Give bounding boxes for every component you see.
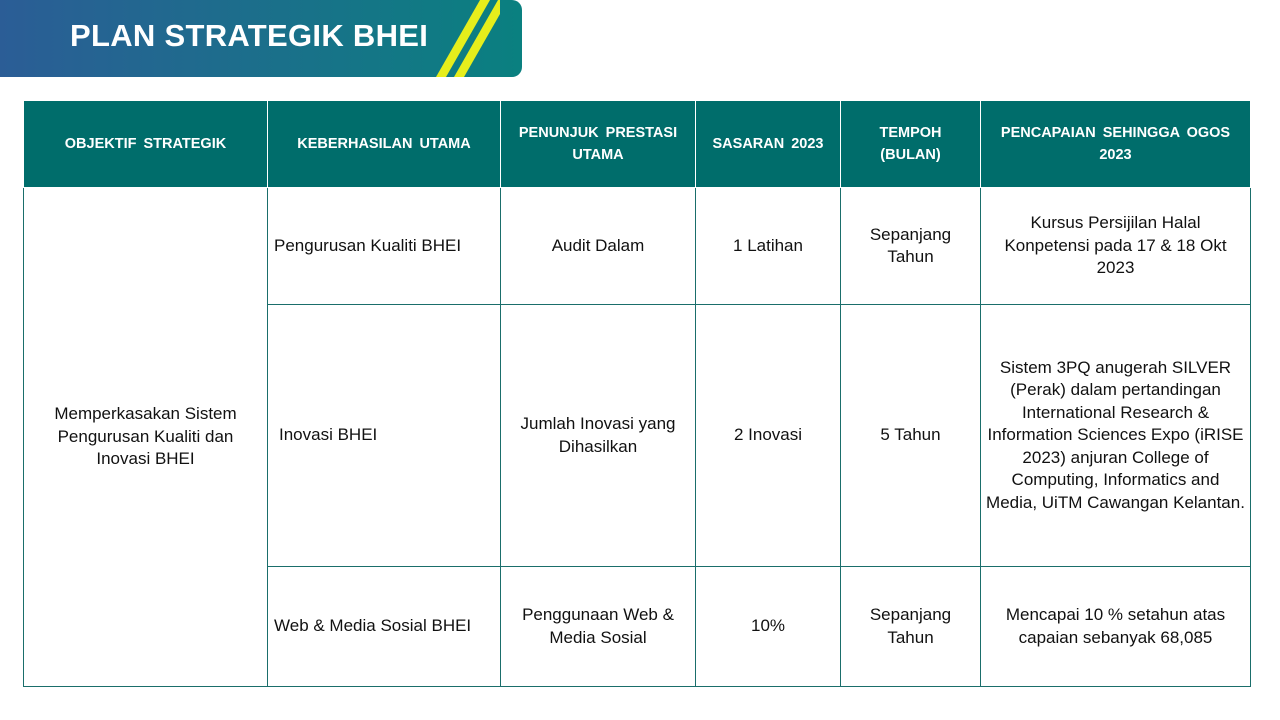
- cell-penunjuk: Audit Dalam: [501, 188, 696, 305]
- header-pencapaian: PENCAPAIAN SEHINGGA OGOS 2023: [981, 101, 1251, 188]
- header-keberhasilan: KEBERHASILAN UTAMA: [268, 101, 501, 188]
- header-tempoh: TEMPOH (BULAN): [841, 101, 981, 188]
- cell-pencapaian: Mencapai 10 % setahun atas capaian sebanyak 68,085: [981, 567, 1251, 687]
- table-row: [24, 188, 1251, 305]
- cell-keberhasilan: Inovasi BHEI: [268, 305, 501, 567]
- title-banner: [0, 0, 522, 77]
- header-objektif: OBJEKTIF STRATEGIK: [24, 101, 268, 188]
- header-penunjuk: PENUNJUK PRESTASI UTAMA: [501, 101, 696, 188]
- cell-tempoh: Sepanjang Tahun: [841, 567, 981, 687]
- cell-pencapaian: Kursus Persijilan Halal Konpetensi pada 17 & 18 Okt 2023: [981, 188, 1251, 305]
- cell-pencapaian: Sistem 3PQ anugerah SILVER (Perak) dalam pertandingan International Research & Information Sciences Expo (iRISE 2023) anjuran College of Computing, Informatics and Media, UiTM Cawangan Kelantan.: [981, 305, 1251, 567]
- cell-penunjuk: Jumlah Inovasi yang Dihasilkan: [501, 305, 696, 567]
- cell-objektif: Memperkasakan Sistem Pengurusan Kualiti dan Inovasi BHEI: [24, 188, 268, 687]
- cell-tempoh: 5 Tahun: [841, 305, 981, 567]
- cell-penunjuk: Penggunaan Web & Media Sosial: [501, 567, 696, 687]
- strategic-plan-table: [23, 100, 1251, 687]
- cell-tempoh: Sepanjang Tahun: [841, 188, 981, 305]
- cell-sasaran: 1 Latihan: [696, 188, 841, 305]
- header-sasaran: SASARAN 2023: [696, 101, 841, 188]
- cell-sasaran: 2 Inovasi: [696, 305, 841, 567]
- cell-keberhasilan: Pengurusan Kualiti BHEI: [268, 188, 501, 305]
- decorative-stripes: [400, 0, 500, 77]
- cell-keberhasilan: Web & Media Sosial BHEI: [268, 567, 501, 687]
- page-title: PLAN STRATEGIK BHEI: [70, 18, 429, 53]
- table-header-row: [24, 101, 1251, 188]
- cell-sasaran: 10%: [696, 567, 841, 687]
